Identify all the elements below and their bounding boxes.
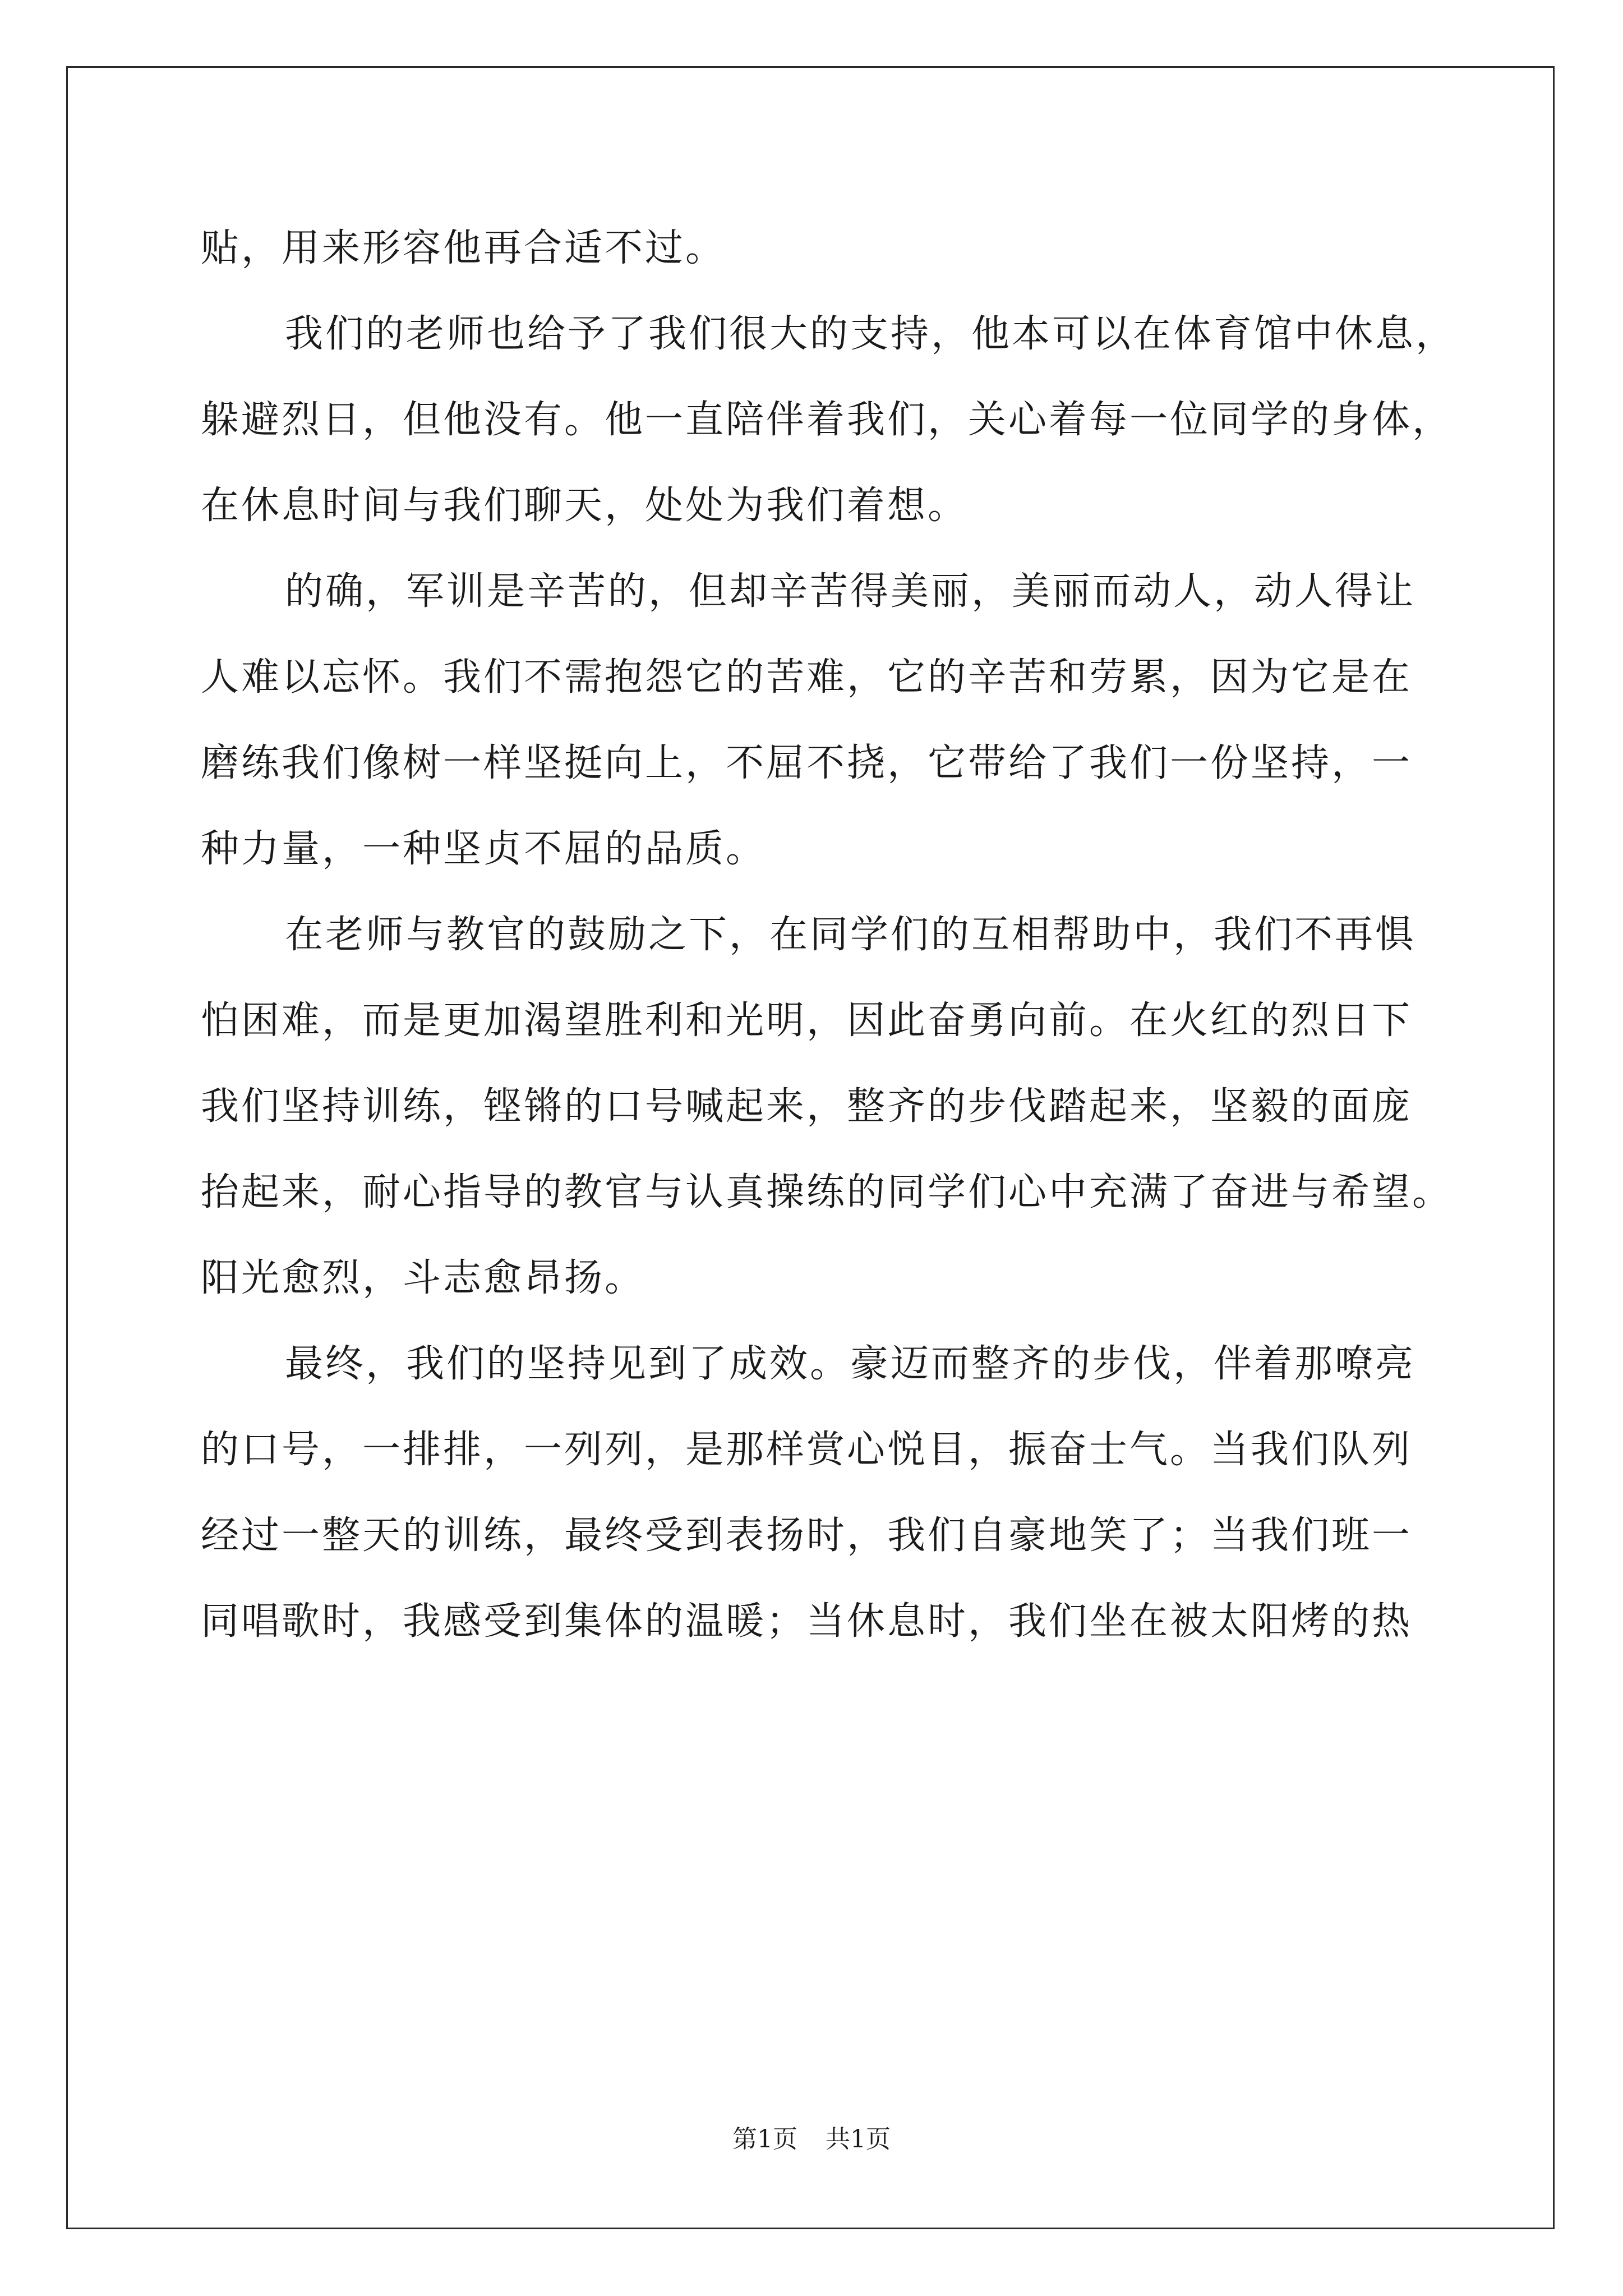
page-total: 共1页: [826, 2125, 891, 2154]
text-line-8: 种力量，一种坚贞不屈的品质。: [201, 827, 767, 871]
text-line-17: 同唱歌时，我感受到集体的温暖；当休息时，我们坐在被太阳烤的热: [201, 1599, 1413, 1644]
text-line-13: 阳光愈烈，斗志愈昂扬。: [201, 1256, 645, 1300]
text-line-6: 人难以忘怀。我们不需抱怨它的苦难，它的辛苦和劳累，因为它是在: [201, 655, 1413, 700]
document-body: [201, 205, 1456, 1664]
text-line-9: 在老师与教官的鼓励之下，在同学们的互相帮助中，我们不再惧: [285, 913, 1416, 957]
text-line-16: 经过一整天的训练，最终受到表扬时，我们自豪地笑了；当我们班一: [201, 1513, 1413, 1558]
text-line-1: 贴，用来形容他再合适不过。: [201, 226, 726, 270]
text-line-2: 我们的老师也给予了我们很大的支持，他本可以在体育馆中休息，: [285, 312, 1456, 356]
text-line-14: 最终，我们的坚持见到了成效。豪迈而整齐的步伐，伴着那嘹亮: [285, 1342, 1416, 1386]
text-line-15: 的口号，一排排，一列列，是那样赏心悦目，振奋士气。当我们队列: [201, 1428, 1413, 1472]
text-line-10: 怕困难，而是更加渴望胜利和光明，因此奋勇向前。在火红的烈日下: [201, 999, 1413, 1043]
text-line-4: 在休息时间与我们聊天，处处为我们着想。: [201, 484, 969, 528]
text-line-11: 我们坚持训练，铿锵的口号喊起来，整齐的步伐踏起来，坚毅的面庞: [201, 1084, 1413, 1129]
text-line-12: 抬起来，耐心指导的教官与认真操练的同学们心中充满了奋进与希望。: [201, 1170, 1453, 1214]
text-line-7: 磨练我们像树一样坚挺向上，不屈不挠，它带给了我们一份坚持，一: [201, 741, 1413, 785]
text-line-3: 躲避烈日，但他没有。他一直陪伴着我们，关心着每一位同学的身体，: [201, 398, 1453, 442]
text-line-5: 的确，军训是辛苦的，但却辛苦得美丽，美丽而动人，动人得让: [285, 569, 1416, 614]
page-footer: [0, 2123, 1623, 2156]
page-number: 第1页: [732, 2125, 797, 2154]
